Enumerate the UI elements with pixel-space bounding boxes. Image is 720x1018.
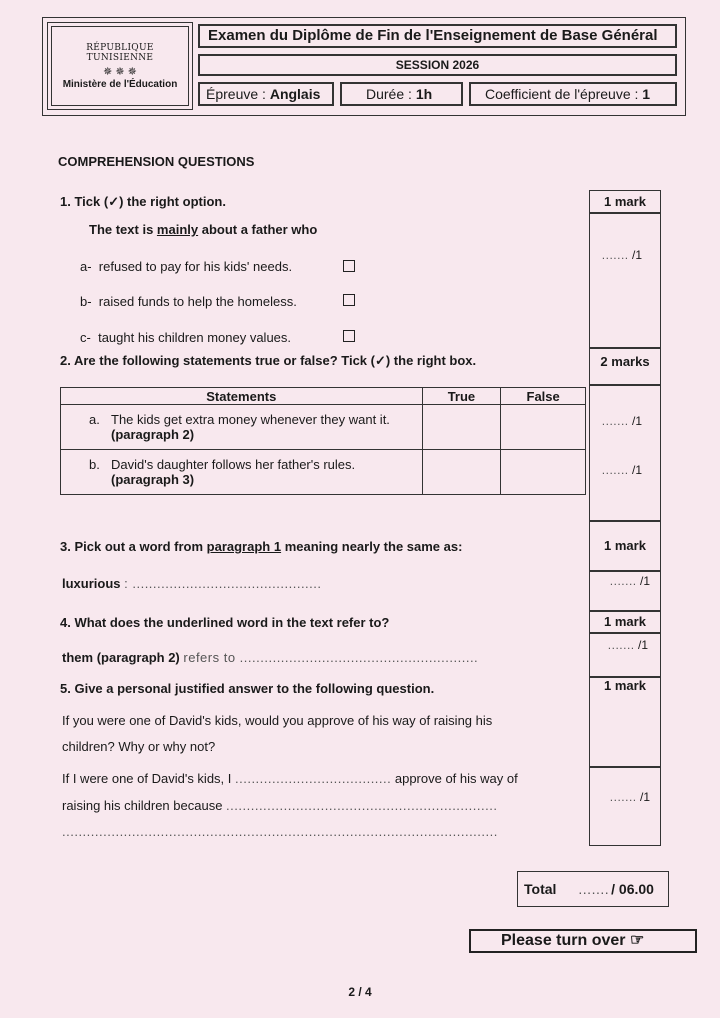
q5-answer-pre: raising his children because <box>62 798 227 813</box>
duree-box <box>340 82 463 106</box>
q4-score-dots: ....... <box>607 638 635 652</box>
q2-number: 2. <box>60 353 71 368</box>
col-statements: Statements <box>61 388 423 405</box>
total-label: Total <box>524 881 557 897</box>
statement-ref: (paragraph 2) <box>111 427 195 442</box>
q3-instruction-underlined: paragraph 1 <box>206 539 282 554</box>
q1-option-b-checkbox[interactable] <box>343 294 355 306</box>
epreuve-label: Épreuve : <box>206 86 270 102</box>
col-false: False <box>501 388 586 405</box>
table-row <box>61 450 586 495</box>
q5-prompt <box>60 681 434 696</box>
q5-score: /1 <box>639 790 650 804</box>
q1-option-c-checkbox[interactable] <box>343 330 355 342</box>
q2b-score: /1 <box>631 463 642 477</box>
q3-word: luxurious <box>62 576 121 591</box>
q5-marks: 1 mark <box>604 678 646 693</box>
q5-answer-dots: .................................................................. <box>226 798 498 813</box>
republic-label: RÉPUBLIQUE TUNISIENNE <box>86 43 154 63</box>
table-header-row <box>61 388 586 405</box>
coef-label: Coefficient de l'épreuve : <box>485 86 643 102</box>
q4-answer-line[interactable] <box>62 650 478 665</box>
statement-cell <box>61 405 423 450</box>
q5-question-line-2: children? Why or why not? <box>62 739 216 754</box>
epreuve-value: Anglais <box>269 86 321 102</box>
coef-value: 1 <box>642 86 651 102</box>
q2-prompt <box>60 353 476 369</box>
q3-marks: 1 mark <box>604 538 646 553</box>
q5-question-line-1: If you were one of David's kids, would you approve of his way of raising his <box>62 713 493 728</box>
statement-letter: b. <box>89 457 100 472</box>
q3-score: /1 <box>639 574 650 588</box>
q1-score-dots: ....... <box>601 248 629 262</box>
stars-emblem: ✵ ✵ ✵ <box>103 66 137 78</box>
duree-value: 1h <box>415 86 433 102</box>
total-value: / 06.00 <box>611 881 654 897</box>
statement-cell <box>61 450 423 495</box>
q2-score-box <box>589 385 661 521</box>
q4-prompt <box>60 615 389 630</box>
statement-body <box>111 457 416 487</box>
q1-option-a <box>80 259 292 274</box>
q5-answer-line-2[interactable] <box>62 798 497 813</box>
option-text: taught his children money values. <box>98 330 292 345</box>
total-dots: ....... <box>578 881 610 897</box>
q2-instruction: Are the following statements true or false? Tick (✓) the right box. <box>73 353 477 368</box>
q1-score: /1 <box>631 248 642 262</box>
false-box-a[interactable] <box>501 405 586 450</box>
q1-number: 1. <box>60 194 71 209</box>
q5-number: 5. <box>60 681 71 696</box>
q4-marks: 1 mark <box>604 614 646 629</box>
header-institution <box>51 26 189 106</box>
q4-score: /1 <box>637 638 648 652</box>
q2-marks-box <box>589 348 661 385</box>
q3-answer-dots: : .............................................. <box>124 576 322 591</box>
q1-score-box <box>589 213 661 348</box>
q4-instruction: What does the underlined word in the text refer to? <box>74 615 390 630</box>
true-box-b[interactable] <box>422 450 501 495</box>
option-letter: c- <box>80 330 91 345</box>
q2a-score: /1 <box>631 414 642 428</box>
duree-label: Durée : <box>366 86 416 102</box>
ministry-label: Ministère de l'Éducation <box>62 79 178 90</box>
q5-answer-pre: If I were one of David's kids, I <box>62 771 235 786</box>
q2b-score-dots: ....... <box>601 463 629 477</box>
section-title: COMPREHENSION QUESTIONS <box>58 154 255 169</box>
statement-text: The kids get extra money whenever they want it. <box>111 412 390 427</box>
q1-marks-box <box>589 190 661 213</box>
table-row <box>61 405 586 450</box>
option-letter: a- <box>80 259 92 274</box>
exam-title: Examen du Diplôme de Fin de l'Enseignement de Base Général <box>198 24 677 48</box>
q5-score-box <box>589 767 661 846</box>
q3-instruction-post: meaning nearly the same as: <box>281 539 463 554</box>
q5-answer-post: approve of his way of <box>391 771 518 786</box>
epreuve-box <box>198 82 334 106</box>
q1-instruction: Tick (✓) the right option. <box>74 194 226 209</box>
q2a-score-dots: ....... <box>601 414 629 428</box>
q1-stem <box>89 222 317 237</box>
turn-over-box: Please turn over ☞ <box>469 929 697 953</box>
q3-answer-line[interactable] <box>62 576 322 591</box>
q5-marks-box <box>589 677 661 767</box>
option-text: refused to pay for his kids' needs. <box>98 259 293 274</box>
page-number: 2 / 4 <box>348 985 372 999</box>
q4-word: them <box>62 650 94 665</box>
q3-instruction-pre: Pick out a word from <box>74 539 207 554</box>
statements-table <box>60 387 586 495</box>
q3-score-box <box>589 571 661 611</box>
q4-ref: (paragraph 2) <box>96 650 180 665</box>
q3-marks-box <box>589 521 661 571</box>
q4-score-box <box>589 633 661 677</box>
total-box <box>517 871 669 907</box>
q3-score-dots: ....... <box>609 574 637 588</box>
option-letter: b- <box>80 294 92 309</box>
q1-prompt <box>60 194 226 210</box>
statement-body <box>111 412 416 442</box>
q1-option-b <box>80 294 297 309</box>
session-label: SESSION 2026 <box>198 54 677 76</box>
statement-text: David's daughter follows her father's rules. <box>111 457 356 472</box>
q1-option-c <box>80 330 291 345</box>
q5-answer-line-1[interactable] <box>62 771 518 786</box>
col-true: True <box>422 388 501 405</box>
q5-answer-dots: ...................................... <box>235 771 392 786</box>
q4-marks-box <box>589 611 661 633</box>
q5-instruction: Give a personal justified answer to the following question. <box>74 681 435 696</box>
q4-answer-dots: refers to .......................................................... <box>183 650 479 665</box>
q3-prompt <box>60 539 462 554</box>
q1-marks: 1 mark <box>604 194 646 209</box>
q1-option-a-checkbox[interactable] <box>343 260 355 272</box>
false-box-b[interactable] <box>501 450 586 495</box>
q1-stem-pre: The text is <box>89 222 157 237</box>
q5-answer-line-3[interactable]: .......................................................................................................... <box>62 824 498 839</box>
q3-number: 3. <box>60 539 71 554</box>
q5-score-dots: ....... <box>609 790 637 804</box>
q1-stem-post: about a father who <box>198 222 318 237</box>
coef-box <box>469 82 677 106</box>
true-box-a[interactable] <box>422 405 501 450</box>
statement-letter: a. <box>89 412 100 427</box>
q1-stem-underlined: mainly <box>156 222 199 237</box>
statement-ref: (paragraph 3) <box>111 472 195 487</box>
option-text: raised funds to help the homeless. <box>98 294 297 309</box>
q4-number: 4. <box>60 615 71 630</box>
q2-marks: 2 marks <box>600 354 650 369</box>
